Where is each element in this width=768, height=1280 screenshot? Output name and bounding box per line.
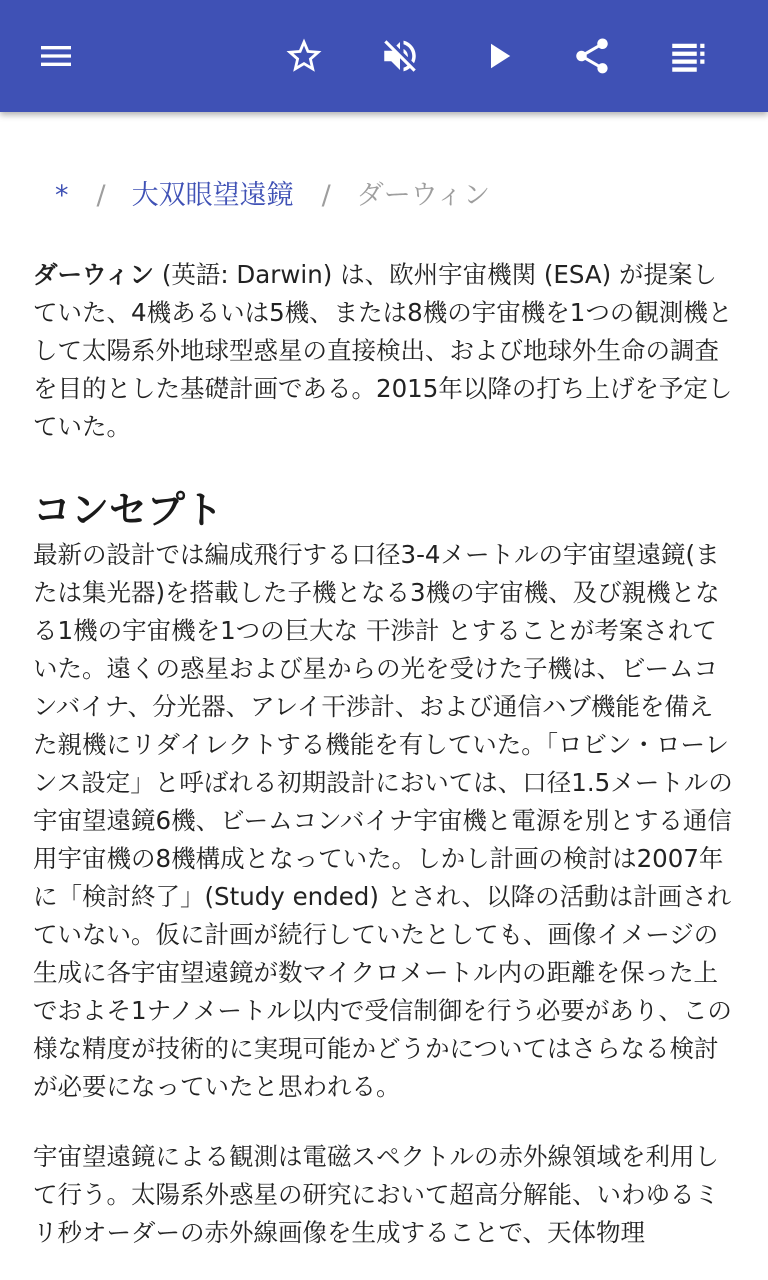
play-icon [477,35,519,77]
breadcrumb-home-link[interactable]: * [55,180,69,211]
breadcrumb-current: ダーウィン [356,180,491,211]
breadcrumb-separator: / [96,180,106,211]
menu-icon [36,36,76,76]
star-outline-icon [283,35,325,77]
observation-paragraph: 宇宙望遠鏡による観測は電磁スペクトルの赤外線領域を利用して行う。太陽系外惑星の研究において超高分解能、いわゆるミリ秒オーダーの赤外線画像を生成することで、天体物理 [33,1142,719,1247]
contents-button[interactable] [660,28,716,84]
mute-button[interactable] [372,28,428,84]
play-button[interactable] [470,28,526,84]
breadcrumb [55,176,490,216]
concept-paragraph: 最新の設計では編成飛行する口径3-4メートルの宇宙望遠鏡(または集光器)を搭載した子機となる3機の宇宙機、及び親機となる1機の宇宙機を1つの巨大な 干渉計 とすることが考案されていた。遠くの惑星および星からの光を受けた子機は、ビームコンバイナ、分光器、アレイ干渉計、および通信ハブ機能を備えた親機にリダイレクトする機能を有していた。「ロビン・ローレンス設定」と呼ばれる初期設計においては、口径1.5メートルの宇宙望遠鏡6機、ビームコンバイナ宇宙機と電源を別とする通信用宇宙機の8機構成となっていた。しかし計画の検討は2007年に「検討終了」(Study ended) とされ、以降の活動は計画されていない。仮に計画が続行していたとしても、画像イメージの生成に各宇宙望遠鏡が数マイクロメートル内の距離を保った上でおよそ1ナノメートル以内で受信制御を行う必要があり、この様な精度が技術的に実現可能かどうかについてはさらなる検討が必要になっていたと思われる。 [33,540,733,1101]
section-heading: コンセプト [33,488,224,532]
share-button[interactable] [564,28,620,84]
share-icon [571,35,613,77]
intro-text: (英語: Darwin) は、欧州宇宙機関 (ESA) が提案していた、4機あるいは5機、または8機の宇宙機を1つの観測機として太陽系外地球型惑星の直接検出、および地球外生命の調査を目的とした基礎計画である。2015年以降の打ち上げを予定していた。 [33,260,733,441]
breadcrumb-parent-link[interactable]: 大双眼望遠鏡 [131,180,294,211]
bookmark-button[interactable] [276,28,332,84]
breadcrumb-separator: / [321,180,331,211]
playlist-icon [667,35,709,77]
article-content [0,112,768,1280]
menu-button[interactable] [28,28,84,84]
article-body [33,256,735,1252]
volume-off-icon [379,35,421,77]
intro-paragraph [33,256,735,446]
intro-term: ダーウィン [33,260,155,289]
app-toolbar [0,0,768,112]
